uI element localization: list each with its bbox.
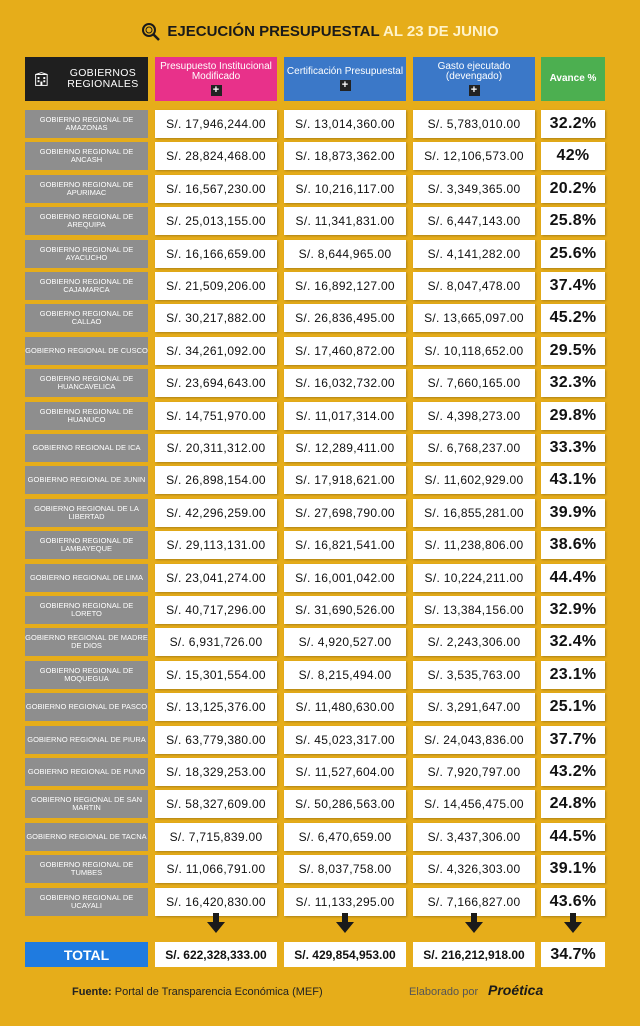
cert-value: S/. 11,133,295.00: [284, 888, 406, 916]
table-row: [0, 369, 640, 397]
gasto-value: S/. 13,665,097.00: [413, 304, 535, 332]
table-row: [0, 337, 640, 365]
table-row: [0, 466, 640, 494]
region-name: GOBIERNO REGIONAL DE APURIMAC: [25, 175, 148, 203]
header-avance-label: Avance %: [549, 73, 597, 84]
avance-value: 23.1%: [541, 661, 605, 689]
table-row: [0, 240, 640, 268]
arrow-down-icon: [334, 912, 356, 934]
cert-value: S/. 8,037,758.00: [284, 855, 406, 883]
cert-value: S/. 8,215,494.00: [284, 661, 406, 689]
gasto-value: S/. 2,243,306.00: [413, 628, 535, 656]
region-name: GOBIERNO REGIONAL DE AREQUIPA: [25, 207, 148, 235]
gasto-value: S/. 24,043,836.00: [413, 726, 535, 754]
avance-value: 24.8%: [541, 790, 605, 818]
region-name: GOBIERNO REGIONAL DE LA LIBERTAD: [25, 499, 148, 527]
total-gasto: S/. 216,212,918.00: [413, 942, 535, 967]
avance-value: 39.9%: [541, 499, 605, 527]
pim-value: S/. 25,013,155.00: [155, 207, 277, 235]
region-name: GOBIERNO REGIONAL DE HUANUCO: [25, 402, 148, 430]
header-gobiernos-label: GOBIERNOS REGIONALES: [67, 67, 139, 90]
gasto-value: S/. 11,602,929.00: [413, 466, 535, 494]
cert-value: S/. 11,017,314.00: [284, 402, 406, 430]
table-row: [0, 596, 640, 624]
gasto-value: S/. 16,855,281.00: [413, 499, 535, 527]
gasto-value: S/. 10,118,652.00: [413, 337, 535, 365]
pim-value: S/. 23,694,643.00: [155, 369, 277, 397]
avance-value: 39.1%: [541, 855, 605, 883]
search-icon: [141, 22, 161, 42]
avance-value: 32.4%: [541, 628, 605, 656]
avance-value: 29.8%: [541, 402, 605, 430]
avance-value: 43.6%: [541, 888, 605, 916]
gasto-value: S/. 6,447,143.00: [413, 207, 535, 235]
cert-value: S/. 45,023,317.00: [284, 726, 406, 754]
footer-source-label: Fuente:: [72, 986, 112, 998]
total-cert: S/. 429,854,953.00: [284, 942, 406, 967]
region-name: GOBIERNO REGIONAL DE TACNA: [25, 823, 148, 851]
avance-value: 43.2%: [541, 758, 605, 786]
region-name: GOBIERNO REGIONAL DE LORETO: [25, 596, 148, 624]
header-certificacion-label: Certificación Presupuestal: [286, 66, 404, 77]
cert-value: S/. 13,014,360.00: [284, 110, 406, 138]
cert-value: S/. 16,032,732.00: [284, 369, 406, 397]
table-row: [0, 434, 640, 462]
region-name: GOBIERNO REGIONAL DE UCAYALI: [25, 888, 148, 916]
title-date: AL 23 DE JUNIO: [383, 22, 499, 40]
pim-value: S/. 18,329,253.00: [155, 758, 277, 786]
gasto-value: S/. 7,166,827.00: [413, 888, 535, 916]
table-row: [0, 661, 640, 689]
avance-value: 32.2%: [541, 110, 605, 138]
table-row: [0, 142, 640, 170]
header-pim: [155, 57, 277, 101]
building-icon: [35, 68, 48, 90]
table-row: [0, 790, 640, 818]
table-row: [0, 823, 640, 851]
pim-value: S/. 6,931,726.00: [155, 628, 277, 656]
pim-value: S/. 14,751,970.00: [155, 402, 277, 430]
cert-value: S/. 26,836,495.00: [284, 304, 406, 332]
avance-value: 43.1%: [541, 466, 605, 494]
table-row: [0, 855, 640, 883]
gasto-value: S/. 11,238,806.00: [413, 531, 535, 559]
avance-value: 29.5%: [541, 337, 605, 365]
table-row: [0, 531, 640, 559]
region-name: GOBIERNO REGIONAL DE LAMBAYEQUE: [25, 531, 148, 559]
region-name: GOBIERNO REGIONAL DE SAN MARTIN: [25, 790, 148, 818]
region-name: GOBIERNO REGIONAL DE ANCASH: [25, 142, 148, 170]
pim-value: S/. 20,311,312.00: [155, 434, 277, 462]
cert-value: S/. 27,698,790.00: [284, 499, 406, 527]
cert-value: S/. 6,470,659.00: [284, 823, 406, 851]
pim-value: S/. 21,509,206.00: [155, 272, 277, 300]
gasto-value: S/. 3,349,365.00: [413, 175, 535, 203]
header-gasto: [413, 57, 535, 101]
gasto-value: S/. 7,660,165.00: [413, 369, 535, 397]
table-row: [0, 758, 640, 786]
cert-value: S/. 4,920,527.00: [284, 628, 406, 656]
avance-value: 25.8%: [541, 207, 605, 235]
pim-value: S/. 26,898,154.00: [155, 466, 277, 494]
cert-value: S/. 12,289,411.00: [284, 434, 406, 462]
pim-value: S/. 30,217,882.00: [155, 304, 277, 332]
avance-value: 37.4%: [541, 272, 605, 300]
table-row: [0, 726, 640, 754]
cert-value: S/. 11,480,630.00: [284, 693, 406, 721]
gasto-value: S/. 12,106,573.00: [413, 142, 535, 170]
region-name: GOBIERNO REGIONAL DE PUNO: [25, 758, 148, 786]
pim-value: S/. 16,567,230.00: [155, 175, 277, 203]
pim-value: S/. 23,041,274.00: [155, 564, 277, 592]
pim-value: S/. 58,327,609.00: [155, 790, 277, 818]
gasto-value: S/. 13,384,156.00: [413, 596, 535, 624]
cert-value: S/. 17,918,621.00: [284, 466, 406, 494]
region-name: GOBIERNO REGIONAL DE CAJAMARCA: [25, 272, 148, 300]
pim-value: S/. 13,125,376.00: [155, 693, 277, 721]
region-name: GOBIERNO REGIONAL DE LIMA: [25, 564, 148, 592]
pim-value: S/. 28,824,468.00: [155, 142, 277, 170]
cert-value: S/. 16,001,042.00: [284, 564, 406, 592]
table-row: [0, 304, 640, 332]
table-row: [0, 272, 640, 300]
pim-value: S/. 29,113,131.00: [155, 531, 277, 559]
region-name: GOBIERNO REGIONAL DE AYACUCHO: [25, 240, 148, 268]
gasto-value: S/. 5,783,010.00: [413, 110, 535, 138]
region-name: GOBIERNO REGIONAL DE CUSCO: [25, 337, 148, 365]
cert-value: S/. 50,286,563.00: [284, 790, 406, 818]
region-name: GOBIERNO REGIONAL DE JUNIN: [25, 466, 148, 494]
table-row: [0, 175, 640, 203]
region-name: GOBIERNO REGIONAL DE HUANCAVELICA: [25, 369, 148, 397]
avance-value: 37.7%: [541, 726, 605, 754]
footer-source: [72, 986, 323, 998]
arrow-down-icon: [205, 912, 227, 934]
pim-value: S/. 15,301,554.00: [155, 661, 277, 689]
cert-value: S/. 16,892,127.00: [284, 272, 406, 300]
gasto-value: S/. 7,920,797.00: [413, 758, 535, 786]
header-pim-label: Presupuesto Institucional Modificado: [160, 61, 272, 82]
total-pim: S/. 622,328,333.00: [155, 942, 277, 967]
plus-icon[interactable]: +: [469, 85, 480, 96]
arrow-down-icon: [562, 912, 584, 934]
title-main: EJECUCIÓN PRESUPUESTAL: [167, 22, 380, 40]
region-name: GOBIERNO REGIONAL DE AMAZONAS: [25, 110, 148, 138]
footer-source-text: Portal de Transparencia Económica (MEF): [111, 986, 323, 998]
table-row: [0, 402, 640, 430]
avance-value: 33.3%: [541, 434, 605, 462]
cert-value: S/. 10,216,117.00: [284, 175, 406, 203]
gasto-value: S/. 4,398,273.00: [413, 402, 535, 430]
avance-value: 20.2%: [541, 175, 605, 203]
pim-value: S/. 42,296,259.00: [155, 499, 277, 527]
avance-value: 42%: [541, 142, 605, 170]
pim-value: S/. 7,715,839.00: [155, 823, 277, 851]
header-certificacion: [284, 57, 406, 101]
avance-value: 44.5%: [541, 823, 605, 851]
pim-value: S/. 63,779,380.00: [155, 726, 277, 754]
avance-value: 25.6%: [541, 240, 605, 268]
table-row: [0, 628, 640, 656]
cert-value: S/. 18,873,362.00: [284, 142, 406, 170]
pim-value: S/. 17,946,244.00: [155, 110, 277, 138]
region-name: GOBIERNO REGIONAL DE PIURA: [25, 726, 148, 754]
region-name: GOBIERNO REGIONAL DE MOQUEGUA: [25, 661, 148, 689]
region-name: GOBIERNO REGIONAL DE TUMBES: [25, 855, 148, 883]
avance-value: 32.9%: [541, 596, 605, 624]
header-gobiernos: [25, 57, 148, 101]
cert-value: S/. 11,527,604.00: [284, 758, 406, 786]
header-gasto-label: Gasto ejecutado (devengado): [437, 61, 511, 82]
gasto-value: S/. 10,224,211.00: [413, 564, 535, 592]
proetica-logo: Proética: [488, 982, 544, 998]
plus-icon[interactable]: +: [340, 80, 351, 91]
region-name: GOBIERNO REGIONAL DE MADRE DE DIOS: [25, 628, 148, 656]
cert-value: S/. 11,341,831.00: [284, 207, 406, 235]
avance-value: 25.1%: [541, 693, 605, 721]
cert-value: S/. 16,821,541.00: [284, 531, 406, 559]
gasto-value: S/. 4,326,303.00: [413, 855, 535, 883]
total-label: TOTAL: [25, 942, 148, 967]
avance-value: 44.4%: [541, 564, 605, 592]
avance-value: 38.6%: [541, 531, 605, 559]
table-row: [0, 110, 640, 138]
pim-value: S/. 16,166,659.00: [155, 240, 277, 268]
pim-value: S/. 11,066,791.00: [155, 855, 277, 883]
table-row: [0, 564, 640, 592]
arrow-down-icon: [463, 912, 485, 934]
gasto-value: S/. 3,437,306.00: [413, 823, 535, 851]
cert-value: S/. 31,690,526.00: [284, 596, 406, 624]
gasto-value: S/. 8,047,478.00: [413, 272, 535, 300]
page-title: [0, 22, 640, 42]
plus-icon[interactable]: +: [211, 85, 222, 96]
pim-value: S/. 16,420,830.00: [155, 888, 277, 916]
region-name: GOBIERNO REGIONAL DE CALLAO: [25, 304, 148, 332]
pim-value: S/. 34,261,092.00: [155, 337, 277, 365]
avance-value: 45.2%: [541, 304, 605, 332]
region-name: GOBIERNO REGIONAL DE PASCO: [25, 693, 148, 721]
gasto-value: S/. 4,141,282.00: [413, 240, 535, 268]
table-row: [0, 499, 640, 527]
region-name: GOBIERNO REGIONAL DE ICA: [25, 434, 148, 462]
pim-value: S/. 40,717,296.00: [155, 596, 277, 624]
cert-value: S/. 17,460,872.00: [284, 337, 406, 365]
table-row: [0, 888, 640, 916]
header-avance: [541, 57, 605, 101]
table-row: [0, 693, 640, 721]
total-avance: 34.7%: [541, 942, 605, 967]
gasto-value: S/. 3,535,763.00: [413, 661, 535, 689]
gasto-value: S/. 14,456,475.00: [413, 790, 535, 818]
footer-by: Elaborado por: [409, 986, 479, 998]
gasto-value: S/. 6,768,237.00: [413, 434, 535, 462]
gasto-value: S/. 3,291,647.00: [413, 693, 535, 721]
cert-value: S/. 8,644,965.00: [284, 240, 406, 268]
table-row: [0, 207, 640, 235]
avance-value: 32.3%: [541, 369, 605, 397]
